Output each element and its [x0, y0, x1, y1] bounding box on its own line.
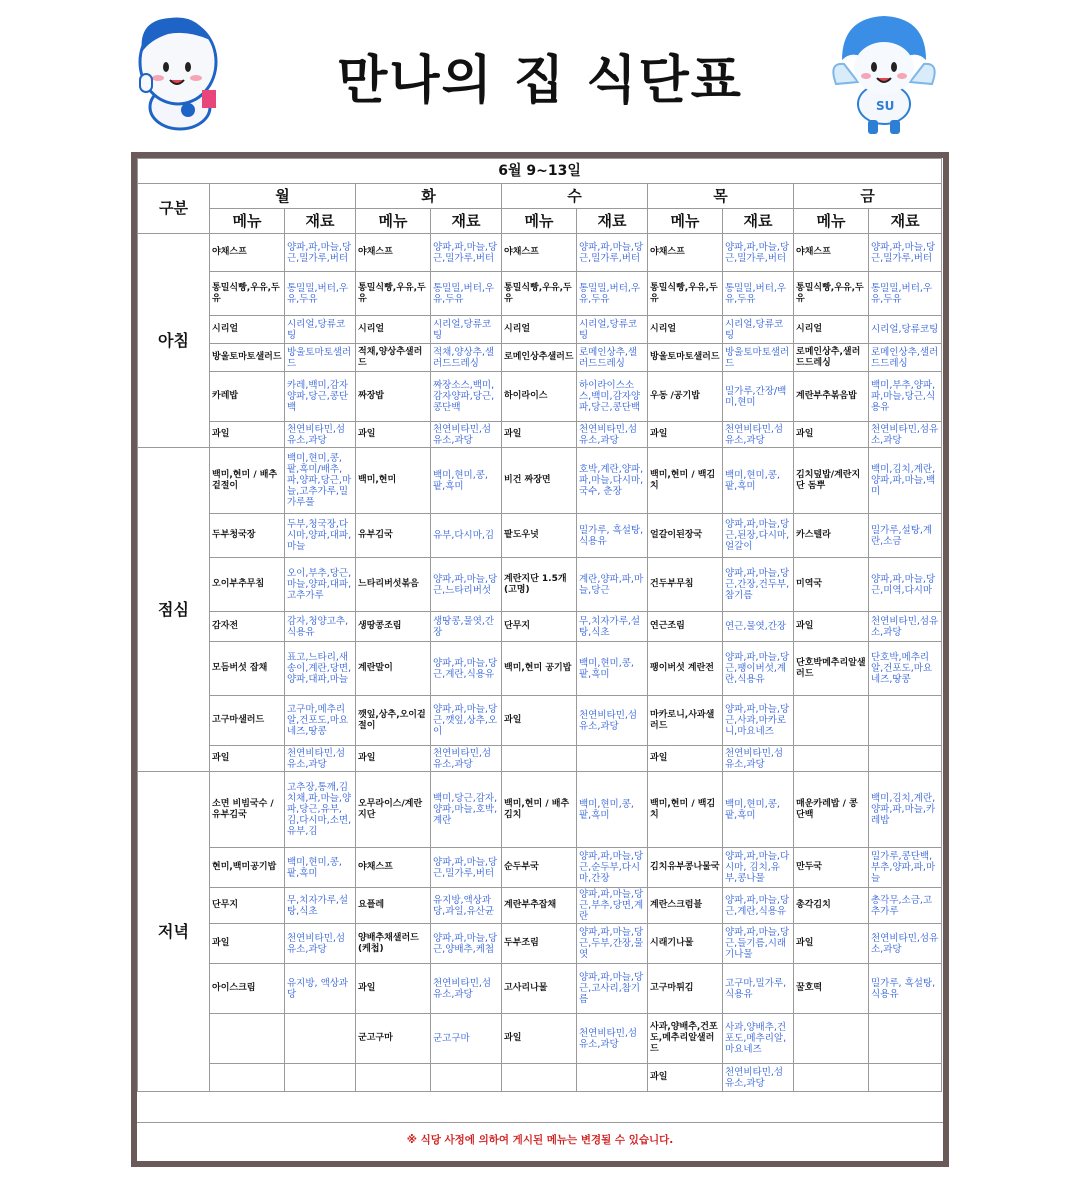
menu-cell: 계란부추볶음밥: [794, 372, 869, 422]
ingredient-cell: 양파,파,마늘,당근,밀가루,버터: [723, 234, 794, 272]
ingredient-cell: 천연비타민,섬유소,과당: [869, 924, 942, 964]
ingredient-cell: 천연비타민,섬유소,과당: [285, 422, 356, 448]
ingredient-cell: 고구마,밀가루,식용유: [723, 964, 794, 1014]
ingredient-cell: 양파,파,마늘,당근,밀가루,버터: [577, 234, 648, 272]
breakfast-row: [138, 316, 942, 344]
ingredient-cell: 백미,현미,콩,팥,흑미: [285, 848, 356, 888]
ingredient-cell: 통밀밀,버터,우유,두유: [285, 272, 356, 316]
ingredient-cell: 천연비타민,섬유소,과당: [723, 422, 794, 448]
ingredient-cell: 백미,현미,콩,팥,흑미/배추,파,양파,당근,마늘,고추가루,밀가루풀: [285, 448, 356, 514]
menu-cell: 김치유부콩나물국: [648, 848, 723, 888]
menu-cell: 과일: [210, 422, 285, 448]
ingredient-cell: 천연비타민,섬유소,과당: [869, 612, 942, 642]
menu-cell: 고구마샐러드: [210, 696, 285, 746]
menu-cell: 야채스프: [356, 234, 431, 272]
lunch-row: [138, 642, 942, 696]
menu-cell: 과일: [648, 1064, 723, 1092]
menu-cell: 꿀호떡: [794, 964, 869, 1014]
ingredient-cell: 백미,당근,감자,양파,마늘,호박,계란: [431, 772, 502, 848]
ingredient-cell: 방울토마토샐러드: [285, 344, 356, 372]
ingredient-cell: 로메인상추,샐러드드레싱: [577, 344, 648, 372]
menu-cell: 오이부추무침: [210, 558, 285, 612]
ingredient-cell: 양파,파,마늘,당근,양배추,케첩: [431, 924, 502, 964]
menu-cell: 순두부국: [502, 848, 577, 888]
ingredient-cell: [285, 1064, 356, 1092]
ingredient-cell: 두부,청국장,다시마,양파,대파,마늘: [285, 514, 356, 558]
menu-cell: 비건 짜장면: [502, 448, 577, 514]
ingredient-cell: 표고,느타리,새송이,계란,당면,양파,대파,마늘: [285, 642, 356, 696]
menu-column-header: 메뉴: [794, 209, 869, 234]
ingredient-cell: 적채,양상추,샐러드드레싱: [431, 344, 502, 372]
dinner-label: 저녁: [138, 772, 210, 1092]
week-date: 6월 9~13일: [138, 159, 942, 184]
ingredient-cell: 백미,현미,콩,팥,흑미: [723, 448, 794, 514]
lunch-row: [138, 558, 942, 612]
menu-cell: 현미,백미공기밥: [210, 848, 285, 888]
menu-cell: 적채,양상추샐러드: [356, 344, 431, 372]
menu-column-header: 메뉴: [356, 209, 431, 234]
menu-cell: 야채스프: [356, 848, 431, 888]
ingredient-cell: 천연비타민,섬유소,과당: [577, 422, 648, 448]
breakfast-row: [138, 422, 942, 448]
notice-text: ※ 식당 사정에 의하여 게시된 메뉴는 변경될 수 있습니다.: [406, 1134, 674, 1146]
ingredient-cell: 오이,부추,당근,마늘,양파,대파,고추가루: [285, 558, 356, 612]
menu-cell: 시리얼: [502, 316, 577, 344]
ingredient-cell: 양파,파,마늘,당근,고사리,참기름: [577, 964, 648, 1014]
ingredient-cell: 천연비타민,섬유소,과당: [431, 422, 502, 448]
dinner-row: [138, 964, 942, 1014]
breakfast-label: 아침: [138, 234, 210, 448]
ingredient-cell: 시리얼,당류코팅: [431, 316, 502, 344]
menu-cell: 카레밥: [210, 372, 285, 422]
ingredient-cell: 짜장소스,백미,감자양파,당근,콩단백: [431, 372, 502, 422]
ingredient-cell: 천연비타민,섬유소,과당: [723, 1064, 794, 1092]
menu-cell: 계란부추잡채: [502, 888, 577, 924]
page-title: 만나의 집 식단표: [337, 51, 743, 111]
menu-cell: 유부김국: [356, 514, 431, 558]
menu-board: [137, 158, 943, 1161]
menu-cell: 방울토마토샐러드: [210, 344, 285, 372]
ingredient-cell: 천연비타민,섬유소,과당: [285, 924, 356, 964]
ingredient-cell: 고추장,통깨,김치채,파,마늘,양파,당근,유부,김,다시마,소면,유부,김: [285, 772, 356, 848]
notice-divider: [137, 1122, 943, 1123]
lunch-row: [138, 696, 942, 746]
menu-cell: 방울토마토샐러드: [648, 344, 723, 372]
menu-cell: 아이스크림: [210, 964, 285, 1014]
dinner-row: [138, 924, 942, 964]
menu-cell: 과일: [356, 422, 431, 448]
ingredient-cell: 양파,파,마늘,당근,팽이버섯,계란,식용유: [723, 642, 794, 696]
menu-cell: 군고구마: [356, 1014, 431, 1064]
day-header: 수: [502, 184, 648, 209]
menu-cell: 양배추채샐러드(케첩): [356, 924, 431, 964]
menu-cell: 계란지단 1.5개 (고명): [502, 558, 577, 612]
menu-cell: 통밀식빵,우유,두유: [794, 272, 869, 316]
menu-cell: 과일: [648, 422, 723, 448]
ingredient-cell: 시리얼,당류코팅: [723, 316, 794, 344]
menu-cell: 짜장밥: [356, 372, 431, 422]
menu-cell: 로메인상추샐러드: [502, 344, 577, 372]
ingredient-cell: 유지방, 액상과당: [285, 964, 356, 1014]
ingredient-cell: [869, 1064, 942, 1092]
ingredient-cell: 양파,파,마늘,당근,순두부,다시마,간장: [577, 848, 648, 888]
ingredient-column-header: 재료: [285, 209, 356, 234]
lunch-row: [138, 612, 942, 642]
menu-cell: 시리얼: [794, 316, 869, 344]
ingredient-cell: 시리얼,당류코팅: [577, 316, 648, 344]
menu-cell: 고사리나물: [502, 964, 577, 1014]
dinner-row: [138, 888, 942, 924]
ingredient-cell: 천연비타민,섬유소,과당: [431, 964, 502, 1014]
ingredient-cell: 시리얼,당류코팅: [285, 316, 356, 344]
menu-cell: 사과,양배추,건포도,메추리알샐러드: [648, 1014, 723, 1064]
ingredient-cell: 양파,파,마늘,당근,간장,건두부,참기름: [723, 558, 794, 612]
menu-cell: 계란스크럼블: [648, 888, 723, 924]
ingredient-cell: 밀가루,설탕,계란,소금: [869, 514, 942, 558]
ingredient-cell: 양파,파,마늘,당근,계란,식용유: [431, 642, 502, 696]
gubun-header: 구분: [138, 184, 210, 234]
menu-column-header: 메뉴: [210, 209, 285, 234]
menu-cell: 야채스프: [210, 234, 285, 272]
menu-cell: 통밀식빵,우유,두유: [648, 272, 723, 316]
menu-cell: 모듬버섯 잡채: [210, 642, 285, 696]
menu-cell: 소면 비빔국수 / 유부김국: [210, 772, 285, 848]
menu-cell: 과일: [794, 612, 869, 642]
menu-cell: [210, 1014, 285, 1064]
day-header: 금: [794, 184, 942, 209]
menu-cell: 건두부무침: [648, 558, 723, 612]
ingredient-cell: 밀가루,콩단백,부추,양파,파,마늘: [869, 848, 942, 888]
ingredient-cell: 천연비타민,섬유소,과당: [869, 422, 942, 448]
ingredient-cell: 생땅콩,물엿,간장: [431, 612, 502, 642]
menu-cell: 총각김치: [794, 888, 869, 924]
ingredient-cell: 로메인상추,샐러드드레싱: [869, 344, 942, 372]
ingredient-cell: 양파,파,마늘,당근,부추,당면,계란: [577, 888, 648, 924]
ingredient-cell: 단호박,메추리알,건포도,마요네즈,땅콩: [869, 642, 942, 696]
ingredient-column-header: 재료: [577, 209, 648, 234]
menu-board-frame: [131, 152, 949, 1167]
ingredient-cell: 백미,현미,콩,팥,흑미: [577, 642, 648, 696]
menu-cell: 고구마튀김: [648, 964, 723, 1014]
ingredient-cell: 연근,물엿,간장: [723, 612, 794, 642]
ingredient-cell: 호박,계란,양파,파,마늘,다시마,국수, 춘장: [577, 448, 648, 514]
menu-cell: [210, 1064, 285, 1092]
lunch-row: [138, 514, 942, 558]
menu-cell: 연근조림: [648, 612, 723, 642]
menu-cell: 계란말이: [356, 642, 431, 696]
ingredient-cell: 천연비타민,섬유소,과당: [577, 696, 648, 746]
menu-cell: [502, 1064, 577, 1092]
breakfast-row: [138, 344, 942, 372]
menu-cell: 백미,현미 공기밥: [502, 642, 577, 696]
ingredient-cell: [869, 1014, 942, 1064]
page-header: [0, 0, 1080, 150]
menu-cell: [794, 696, 869, 746]
menu-cell: 요플레: [356, 888, 431, 924]
menu-cell: 느타리버섯볶음: [356, 558, 431, 612]
ingredient-column-header: 재료: [431, 209, 502, 234]
ingredient-cell: 양파,파,마늘,당근,밀가루,버터: [285, 234, 356, 272]
ingredient-column-header: 재료: [869, 209, 942, 234]
ingredient-cell: 백미,현미,콩,팥,흑미: [577, 772, 648, 848]
breakfast-row: [138, 272, 942, 316]
menu-cell: 미역국: [794, 558, 869, 612]
menu-cell: 과일: [356, 746, 431, 772]
menu-cell: 통밀식빵,우유,두유: [210, 272, 285, 316]
menu-cell: 두부청국장: [210, 514, 285, 558]
ingredient-cell: 통밀밀,버터,우유,두유: [869, 272, 942, 316]
ingredient-cell: [577, 1064, 648, 1092]
ingredient-cell: 양파,파,마늘,당근,밀가루,버터: [869, 234, 942, 272]
ingredient-cell: 백미,현미,콩,팥,흑미: [431, 448, 502, 514]
ingredient-cell: 천연비타민,섬유소,과당: [431, 746, 502, 772]
ingredient-cell: 하이라이스소스,백미,감자양파,당근,콩단백: [577, 372, 648, 422]
ingredient-cell: 양파,파,마늘,당근,밀가루,버터: [431, 848, 502, 888]
ingredient-cell: 방울토마토샐러드: [723, 344, 794, 372]
day-header: 월: [210, 184, 356, 209]
menu-cell: 과일: [648, 746, 723, 772]
menu-cell: 과일: [502, 1014, 577, 1064]
menu-cell: 과일: [794, 924, 869, 964]
day-header: 화: [356, 184, 502, 209]
ingredient-cell: 감자,청양고추,식용유: [285, 612, 356, 642]
dinner-row: [138, 1064, 942, 1092]
menu-table: [137, 158, 942, 1092]
menu-cell: 과일: [356, 964, 431, 1014]
ingredient-cell: 총각무,소금,고추가루: [869, 888, 942, 924]
menu-cell: 오무라이스/계란지단: [356, 772, 431, 848]
menu-cell: 생땅콩조림: [356, 612, 431, 642]
mascot-right-image: [828, 12, 940, 142]
menu-cell: 감자전: [210, 612, 285, 642]
ingredient-cell: 양파,파,마늘,당근,들기름,시래기나물: [723, 924, 794, 964]
day-header: 목: [648, 184, 794, 209]
menu-cell: 통밀식빵,우유,두유: [502, 272, 577, 316]
menu-cell: 백미,현미 / 백김치: [648, 448, 723, 514]
ingredient-cell: [869, 696, 942, 746]
menu-cell: 김치덮밥/계란지단 돔뿌: [794, 448, 869, 514]
lunch-row: [138, 448, 942, 514]
menu-cell: 시래기나물: [648, 924, 723, 964]
menu-cell: [356, 1064, 431, 1092]
ingredient-cell: 천연비타민,섬유소,과당: [285, 746, 356, 772]
ingredient-cell: 백미,김치,계란,양파,파,마늘,카레밥: [869, 772, 942, 848]
ingredient-cell: 양파,파,마늘,당근,느타리버섯: [431, 558, 502, 612]
ingredient-cell: 밀가루,간장/백미,현미: [723, 372, 794, 422]
menu-cell: 백미,현미: [356, 448, 431, 514]
menu-cell: 두부조림: [502, 924, 577, 964]
ingredient-cell: 사과,양배추,건포도,메추리알,마요네즈: [723, 1014, 794, 1064]
ingredient-cell: 밀가루, 흑설탕,식용유: [869, 964, 942, 1014]
menu-cell: 팽이버섯 계란전: [648, 642, 723, 696]
lunch-row: [138, 746, 942, 772]
menu-column-header: 메뉴: [648, 209, 723, 234]
menu-cell: 과일: [794, 422, 869, 448]
ingredient-cell: 백미,부추,양파,파,마늘,당근,식용유: [869, 372, 942, 422]
ingredient-cell: 양파,파,마늘,당근,깻잎,상추,오이: [431, 696, 502, 746]
ingredient-cell: 천연비타민,섬유소,과당: [577, 1014, 648, 1064]
menu-cell: 과일: [502, 696, 577, 746]
ingredient-cell: 무,치자가루,설탕,식초: [285, 888, 356, 924]
menu-cell: 우동 /공기밥: [648, 372, 723, 422]
menu-cell: 야채스프: [648, 234, 723, 272]
menu-cell: 단무지: [502, 612, 577, 642]
menu-cell: 매운카레밥 / 콩단백: [794, 772, 869, 848]
ingredient-cell: 양파,파,마늘,당근,계란,식용유: [723, 888, 794, 924]
menu-cell: 시리얼: [210, 316, 285, 344]
ingredient-cell: [431, 1064, 502, 1092]
menu-cell: 단호박메추리알샐러드: [794, 642, 869, 696]
menu-column-header: 메뉴: [502, 209, 577, 234]
ingredient-cell: 밀가루, 흑설탕,식용유: [577, 514, 648, 558]
menu-cell: 통밀식빵,우유,두유: [356, 272, 431, 316]
menu-cell: 과일: [210, 746, 285, 772]
ingredient-cell: 시리얼,당류코팅: [869, 316, 942, 344]
ingredient-cell: 유부,다시마,김: [431, 514, 502, 558]
menu-cell: 마카로니,사과샐러드: [648, 696, 723, 746]
menu-cell: 만두국: [794, 848, 869, 888]
menu-cell: [794, 1014, 869, 1064]
lunch-label: 점심: [138, 448, 210, 772]
menu-cell: 카스텔라: [794, 514, 869, 558]
dinner-row: [138, 772, 942, 848]
menu-cell: 팥도우넛: [502, 514, 577, 558]
ingredient-cell: [285, 1014, 356, 1064]
ingredient-cell: 백미,김치,계란,양파,파,마늘,백미: [869, 448, 942, 514]
ingredient-cell: 양파,파,마늘,다시마, 김치,유부,콩나물: [723, 848, 794, 888]
dinner-row: [138, 1014, 942, 1064]
ingredient-cell: 유지방,액상과당,과일,유산균: [431, 888, 502, 924]
breakfast-row: [138, 372, 942, 422]
menu-cell: 시리얼: [648, 316, 723, 344]
menu-cell: [502, 746, 577, 772]
menu-cell: 로메인상추,샐러드드레싱: [794, 344, 869, 372]
menu-cell: 백미,현미 / 백김치: [648, 772, 723, 848]
mascot-badge-text: SU: [876, 99, 895, 113]
ingredient-cell: [869, 746, 942, 772]
ingredient-cell: 양파,파,마늘,당근,두부,간장,물엿: [577, 924, 648, 964]
ingredient-cell: 양파,파,마늘,당근,미역,다시마: [869, 558, 942, 612]
ingredient-cell: 백미,현미,콩,팥,흑미: [723, 772, 794, 848]
menu-cell: 깻잎,상추,오이겉절이: [356, 696, 431, 746]
dinner-row: [138, 848, 942, 888]
ingredient-cell: 고구마,메추리알,건포도,마요네즈,땅콩: [285, 696, 356, 746]
ingredient-cell: 통밀밀,버터,우유,두유: [431, 272, 502, 316]
menu-cell: 백미,현미 / 배추김치: [502, 772, 577, 848]
menu-cell: 백미,현미 / 배추겉절이: [210, 448, 285, 514]
ingredient-cell: 통밀밀,버터,우유,두유: [723, 272, 794, 316]
ingredient-cell: 군고구마: [431, 1014, 502, 1064]
menu-cell: 과일: [210, 924, 285, 964]
ingredient-cell: 무,치자가루,설탕,식초: [577, 612, 648, 642]
menu-cell: 과일: [502, 422, 577, 448]
ingredient-cell: 양파,파,마늘,당근,된장,다시마,얼갈이: [723, 514, 794, 558]
ingredient-column-header: 재료: [723, 209, 794, 234]
breakfast-row: [138, 234, 942, 272]
menu-cell: 야채스프: [502, 234, 577, 272]
menu-cell: 야채스프: [794, 234, 869, 272]
ingredient-cell: 계란,양파,파,마늘,당근: [577, 558, 648, 612]
menu-cell: 단무지: [210, 888, 285, 924]
ingredient-cell: [577, 746, 648, 772]
ingredient-cell: 양파,파,마늘,당근,밀가루,버터: [431, 234, 502, 272]
menu-cell: [794, 1064, 869, 1092]
ingredient-cell: 통밀밀,버터,우유,두유: [577, 272, 648, 316]
menu-cell: 하이라이스: [502, 372, 577, 422]
menu-cell: 얼갈이된장국: [648, 514, 723, 558]
ingredient-cell: 카레,백미,감자양파,당근,콩단백: [285, 372, 356, 422]
ingredient-cell: 양파,파,마늘,당근,사과,마카로니,마요네즈: [723, 696, 794, 746]
menu-cell: [794, 746, 869, 772]
menu-cell: 시리얼: [356, 316, 431, 344]
ingredient-cell: 천연비타민,섬유소,과당: [723, 746, 794, 772]
